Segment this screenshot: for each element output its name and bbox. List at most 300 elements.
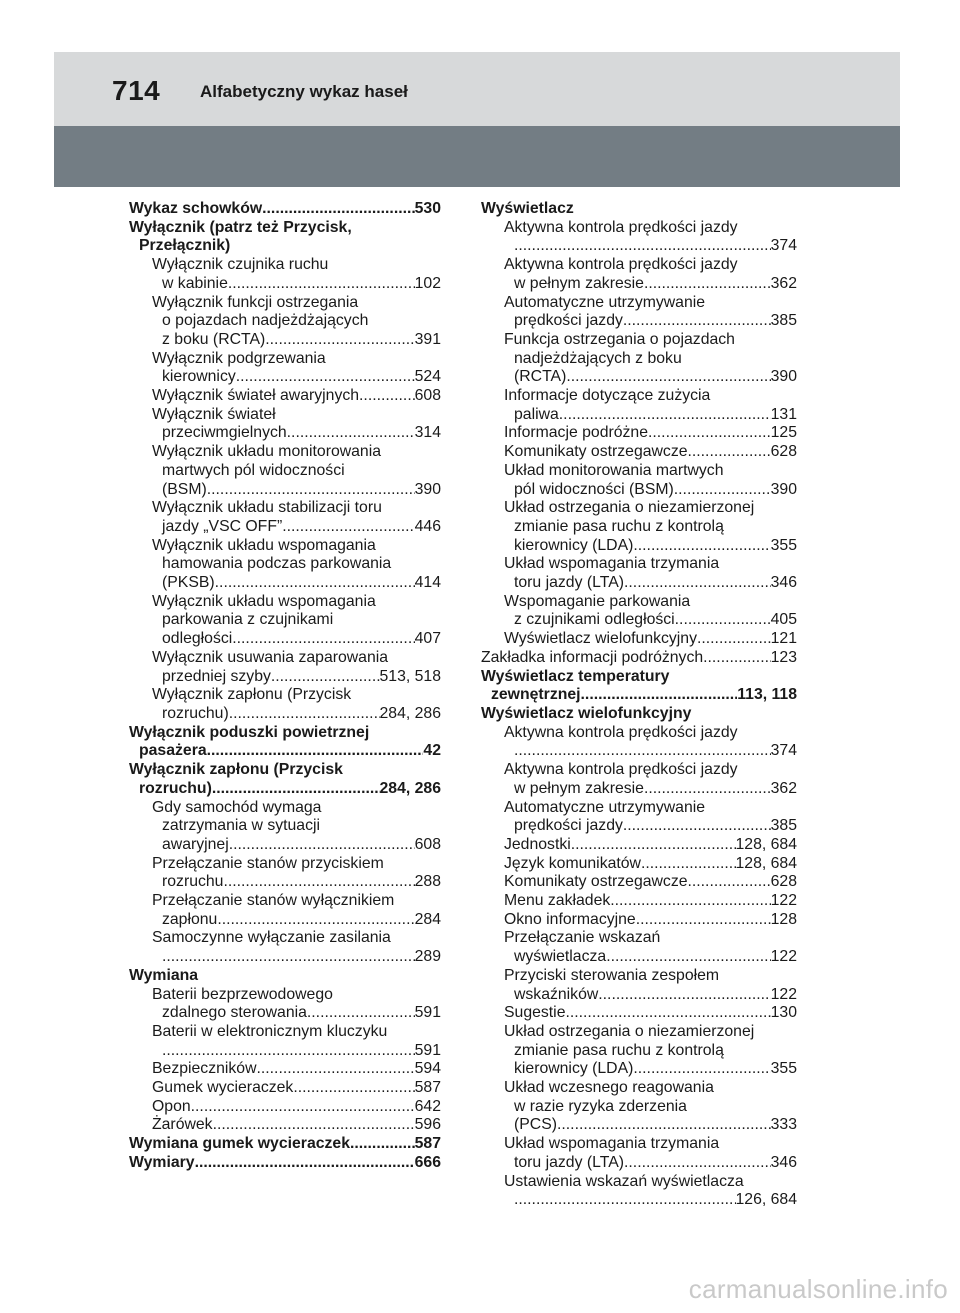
index-entry bbox=[481, 649, 797, 668]
index-entry-text: Układ wspomagania trzymania bbox=[504, 1135, 720, 1153]
index-entry-text: Menu zakładek bbox=[504, 892, 611, 910]
index-entry bbox=[481, 499, 797, 555]
index-entry-text: Wyłącznik układu wspomagania bbox=[152, 536, 376, 554]
index-entry bbox=[129, 799, 441, 855]
index-entry bbox=[481, 705, 797, 724]
page-reference: 385 bbox=[770, 817, 797, 835]
index-entry-leader-row bbox=[152, 705, 441, 724]
index-entry-text: Wyłącznik podgrzewania bbox=[152, 349, 326, 367]
index-entry-leader-row bbox=[152, 368, 441, 387]
index-entry-text: kierownicy bbox=[162, 368, 236, 386]
index-entry-leader-row bbox=[504, 1116, 797, 1135]
index-entry-leader-row bbox=[152, 1098, 441, 1117]
index-entry bbox=[129, 1098, 441, 1117]
page-reference: 122 bbox=[770, 892, 797, 910]
dot-leader bbox=[636, 911, 771, 930]
page-reference: 314 bbox=[414, 424, 441, 442]
index-entry-text: Samoczynne wyłączanie zasilania bbox=[152, 929, 391, 947]
index-entry bbox=[129, 1116, 441, 1135]
page-reference: 374 bbox=[770, 237, 797, 255]
index-entry-text: Wyświetlacz wielofunkcyjny bbox=[481, 704, 692, 722]
page-reference: 530 bbox=[414, 200, 441, 217]
index-entry-text: wskaźników bbox=[514, 985, 599, 1003]
index-entry-leader-row bbox=[504, 948, 797, 967]
index-entry bbox=[129, 443, 441, 499]
index-entry-text: Układ wczesnego reagowania bbox=[504, 1079, 714, 1097]
dot-leader bbox=[514, 742, 771, 761]
index-entry-text: Wykaz schowków bbox=[129, 200, 263, 217]
index-entry-text: rozruchu) bbox=[162, 704, 229, 722]
page-reference: 355 bbox=[770, 1060, 797, 1078]
index-entry bbox=[129, 219, 441, 256]
index-entry bbox=[129, 1079, 441, 1098]
page-reference: 587 bbox=[414, 1135, 441, 1153]
dot-leader bbox=[514, 1191, 736, 1210]
index-entry-text: przeciwmgielnych bbox=[162, 424, 287, 442]
page-reference: 390 bbox=[770, 368, 797, 386]
page-reference: 587 bbox=[414, 1079, 441, 1097]
dot-leader bbox=[610, 892, 770, 911]
index-entry-text: Układ monitorowania martwych bbox=[504, 461, 724, 479]
page-reference: 333 bbox=[770, 1116, 797, 1134]
page-reference: 288 bbox=[414, 873, 441, 891]
index-entry-text: toru jazdy (LTA) bbox=[514, 574, 625, 592]
index-entry-text: o pojazdach nadjeżdżających bbox=[162, 312, 369, 330]
dot-leader bbox=[162, 1042, 415, 1061]
dot-leader bbox=[282, 518, 414, 537]
index-entry-text: Okno informacyjne bbox=[504, 910, 636, 928]
index-entry-text: Wyłącznik świateł awaryjnych bbox=[152, 387, 360, 405]
index-entry-text: Przełącznik) bbox=[139, 237, 231, 255]
index-entry-text: pól widoczności (BSM) bbox=[514, 480, 674, 498]
dot-leader bbox=[229, 705, 380, 724]
index-entry-text: Układ ostrzegania o niezamierzonej bbox=[504, 1022, 755, 1040]
dot-leader bbox=[606, 948, 770, 967]
index-entry-text: Przyciski sterowania zespołem bbox=[504, 966, 720, 984]
index-entry-text: paliwa bbox=[514, 405, 559, 423]
index-entry-leader-row bbox=[504, 986, 797, 1005]
page-reference: 596 bbox=[414, 1116, 441, 1134]
index-entry-leader-row bbox=[504, 1154, 797, 1173]
index-entry-text: Wyłącznik układu stabilizacji toru bbox=[152, 499, 382, 517]
index-entry bbox=[481, 462, 797, 499]
page-reference: 102 bbox=[414, 274, 441, 292]
page-reference: 666 bbox=[414, 1153, 441, 1171]
index-entry-leader-row bbox=[504, 1004, 797, 1023]
page-reference: 374 bbox=[770, 742, 797, 760]
index-entry-text: Wymiana bbox=[129, 966, 199, 984]
page-reference: 125 bbox=[770, 424, 797, 442]
header-band bbox=[54, 126, 900, 187]
index-entry-leader-row bbox=[152, 331, 441, 350]
header-bar bbox=[54, 52, 900, 126]
dot-leader bbox=[688, 443, 771, 462]
page-reference: 123 bbox=[770, 648, 797, 666]
dot-leader bbox=[213, 1116, 415, 1135]
dot-leader bbox=[265, 331, 414, 350]
index-entry-text: przedniej szyby bbox=[162, 667, 271, 685]
index-entry-text: hamowania podczas parkowania bbox=[162, 555, 392, 573]
index-entry-leader-row bbox=[504, 1060, 797, 1079]
page-reference: 346 bbox=[770, 574, 797, 592]
index-entry-text: Gdy samochód wymaga bbox=[152, 798, 322, 816]
index-entry-text: Bezpieczników bbox=[152, 1060, 257, 1078]
index-entry-leader-row bbox=[504, 537, 797, 556]
dot-leader bbox=[697, 630, 771, 649]
page-reference: 385 bbox=[770, 312, 797, 330]
index-entry-leader-row bbox=[129, 742, 441, 761]
index-entry-leader-row bbox=[504, 424, 797, 443]
index-entry bbox=[129, 350, 441, 387]
index-entry bbox=[129, 499, 441, 536]
index-entry bbox=[481, 593, 797, 630]
index-entry-text: Komunikaty ostrzegawcze bbox=[504, 443, 688, 461]
index-entry-text: Wyświetlacz bbox=[481, 200, 574, 217]
index-entry bbox=[129, 256, 441, 293]
index-entry-text: toru jazdy (LTA) bbox=[514, 1153, 625, 1171]
page-reference: 414 bbox=[414, 574, 441, 592]
index-entry-text: pasażera bbox=[139, 742, 207, 760]
index-entry-text: Zakładka informacji podróżnych bbox=[481, 648, 704, 666]
index-entry bbox=[129, 929, 441, 966]
index-entry-leader-row bbox=[129, 200, 441, 219]
index-entry-text: kierownicy (LDA) bbox=[514, 1060, 634, 1078]
index-entry-text: z czujnikami odległości bbox=[514, 611, 675, 629]
dot-leader bbox=[624, 574, 771, 593]
dot-leader bbox=[307, 1004, 415, 1023]
index-entry bbox=[129, 892, 441, 929]
index-entry-leader-row bbox=[481, 649, 797, 668]
dot-leader bbox=[566, 368, 770, 387]
dot-leader bbox=[215, 574, 415, 593]
index-entry bbox=[129, 200, 441, 219]
index-entry-text: odległości bbox=[162, 630, 233, 648]
page-reference: 289 bbox=[414, 948, 441, 966]
index-entry-text: Opon bbox=[152, 1097, 191, 1115]
index-entry-text: Układ ostrzegania o niezamierzonej bbox=[504, 499, 755, 517]
index-entry-text: (PCS) bbox=[514, 1116, 558, 1134]
page-reference: 628 bbox=[770, 873, 797, 891]
dot-leader bbox=[162, 948, 415, 967]
dot-leader bbox=[633, 1060, 770, 1079]
index-entry-leader-row bbox=[129, 1135, 441, 1154]
index-entry-leader-row bbox=[152, 1079, 441, 1098]
index-entry-text: Gumek wycieraczek bbox=[152, 1079, 294, 1097]
index-entry-text: Wyłącznik czujnika ruchu bbox=[152, 256, 329, 274]
index-entry-text: Wyłącznik (patrz też Przycisk, bbox=[129, 218, 352, 236]
index-entry-leader-row bbox=[152, 1004, 441, 1023]
index-entry-text: Baterii w elektronicznym kluczyku bbox=[152, 1022, 388, 1040]
page-reference: 131 bbox=[770, 405, 797, 423]
index-entry-text: martwych pól widoczności bbox=[162, 461, 345, 479]
index-entry-leader-row bbox=[504, 836, 797, 855]
index-entry-leader-row bbox=[129, 1154, 441, 1173]
index-entry-leader-row bbox=[152, 1116, 441, 1135]
index-entry-text: (PKSB) bbox=[162, 574, 215, 592]
index-entry-leader-row bbox=[152, 387, 441, 406]
index-entry-leader-row bbox=[152, 668, 441, 687]
page-reference: 407 bbox=[414, 630, 441, 648]
index-entry bbox=[129, 537, 441, 593]
index-entry-text: Komunikaty ostrzegawcze bbox=[504, 873, 688, 891]
dot-leader bbox=[644, 780, 771, 799]
dot-leader bbox=[557, 1116, 771, 1135]
dot-leader bbox=[287, 424, 415, 443]
index-entry bbox=[481, 630, 797, 649]
index-entry bbox=[481, 836, 797, 855]
index-entry bbox=[129, 649, 441, 686]
index-entry-leader-row bbox=[504, 611, 797, 630]
dot-leader bbox=[623, 817, 771, 836]
index-entry-text: jazdy „VSC OFF” bbox=[162, 517, 283, 535]
index-entry-text: Sugestie bbox=[504, 1004, 566, 1022]
index-entry-text: rozruchu bbox=[162, 873, 224, 891]
index-entry-text: Przełączanie stanów przyciskiem bbox=[152, 854, 384, 872]
index-entry bbox=[481, 929, 797, 966]
index-entry-text: zewnętrznej bbox=[491, 686, 581, 704]
dot-leader bbox=[271, 668, 380, 687]
index-entry bbox=[481, 294, 797, 331]
index-entry-text: Automatyczne utrzymywanie bbox=[504, 798, 706, 816]
index-entry-leader-row bbox=[504, 742, 797, 761]
page-reference: 113, 118 bbox=[737, 686, 797, 704]
index-entry-leader-row bbox=[152, 1060, 441, 1079]
index-entry bbox=[129, 967, 441, 986]
dot-leader bbox=[571, 836, 736, 855]
index-entry-text: Informacje podróżne bbox=[504, 424, 649, 442]
dot-leader bbox=[207, 742, 424, 761]
index-entry-text: awaryjnej bbox=[162, 835, 229, 853]
page-reference: 284, 286 bbox=[379, 779, 441, 797]
index-entry-text: Wymiary bbox=[129, 1153, 195, 1171]
page-reference: 284, 286 bbox=[379, 704, 441, 722]
index-entry-text: (RCTA) bbox=[514, 368, 567, 386]
index-entry bbox=[481, 200, 797, 219]
page-reference: 346 bbox=[770, 1153, 797, 1171]
page-reference: 446 bbox=[414, 517, 441, 535]
page-reference: 355 bbox=[770, 536, 797, 554]
index-entry-text: Wyłącznik układu monitorowania bbox=[152, 443, 382, 461]
index-entry-text: zapłonu bbox=[162, 910, 218, 928]
index-entry-text: Funkcja ostrzegania o pojazdach bbox=[504, 330, 735, 348]
index-entry-leader-row bbox=[481, 686, 797, 705]
index-entry bbox=[129, 986, 441, 1023]
dot-leader bbox=[212, 780, 380, 799]
index-entry bbox=[129, 761, 441, 798]
index-entry-leader-row bbox=[504, 911, 797, 930]
section-title: Alfabetyczny wykaz haseł bbox=[200, 82, 408, 101]
index-entry-text: w razie ryzyka zderzenia bbox=[514, 1097, 687, 1115]
index-entry-text: Wyłącznik funkcji ostrzegania bbox=[152, 293, 359, 311]
index-entry-text: Aktywna kontrola prędkości jazdy bbox=[504, 256, 738, 274]
index-entry-leader-row bbox=[152, 518, 441, 537]
dot-leader bbox=[229, 836, 415, 855]
page-reference: 128 bbox=[770, 910, 797, 928]
page-reference: 122 bbox=[770, 948, 797, 966]
index-column-right bbox=[481, 200, 797, 1210]
index-entry bbox=[481, 219, 797, 256]
page-reference: 524 bbox=[414, 368, 441, 386]
page-reference: 642 bbox=[414, 1097, 441, 1115]
page-reference: 126, 684 bbox=[735, 1191, 797, 1209]
index-entry-text: prędkości jazdy bbox=[514, 312, 623, 330]
index-entry-text: zdalnego sterowania bbox=[162, 1004, 307, 1022]
index-entry bbox=[129, 855, 441, 892]
index-entry bbox=[481, 331, 797, 387]
index-entry bbox=[481, 555, 797, 592]
dot-leader bbox=[514, 237, 771, 256]
index-entry-text: zatrzymania w sytuacji bbox=[162, 817, 321, 835]
page-reference: 391 bbox=[414, 330, 441, 348]
index-entry-text: Wspomaganie parkowania bbox=[504, 592, 691, 610]
dot-leader bbox=[293, 1079, 414, 1098]
index-entry bbox=[129, 406, 441, 443]
dot-leader bbox=[703, 649, 771, 668]
index-entry-text: Wyświetlacz wielofunkcyjny bbox=[504, 630, 697, 648]
index-entry-leader-row bbox=[504, 368, 797, 387]
page-reference: 628 bbox=[770, 443, 797, 461]
index-entry-text: zmianie pasa ruchu z kontrolą bbox=[514, 517, 724, 535]
dot-leader bbox=[217, 911, 414, 930]
dot-leader bbox=[641, 855, 736, 874]
index-entry bbox=[129, 593, 441, 649]
index-entry-text: Baterii bezprzewodowego bbox=[152, 985, 333, 1003]
index-entry-text: w pełnym zakresie bbox=[514, 274, 644, 292]
index-entry-leader-row bbox=[504, 630, 797, 649]
index-entry-leader-row bbox=[152, 275, 441, 294]
dot-leader bbox=[674, 481, 771, 500]
page-reference: 608 bbox=[414, 387, 441, 405]
index-entry bbox=[481, 911, 797, 930]
dot-leader bbox=[623, 312, 771, 331]
index-entry-text: nadjeżdżających z boku bbox=[514, 349, 682, 367]
index-entry-text: Ustawienia wskazań wyświetlacza bbox=[504, 1172, 744, 1190]
index-entry-leader-row bbox=[152, 481, 441, 500]
index-entry-text: Wyłącznik poduszki powietrznej bbox=[129, 723, 370, 741]
index-entry bbox=[481, 1023, 797, 1079]
index-entry bbox=[481, 892, 797, 911]
index-entry-text: Wyświetlacz temperatury bbox=[481, 667, 670, 685]
dot-leader bbox=[688, 873, 771, 892]
index-entry bbox=[481, 1079, 797, 1135]
index-entry-leader-row bbox=[504, 855, 797, 874]
dot-leader bbox=[359, 387, 415, 406]
index-entry-leader-row bbox=[152, 948, 441, 967]
index-entry-text: Przełączanie wskazań bbox=[504, 929, 661, 947]
dot-leader bbox=[644, 275, 771, 294]
dot-leader bbox=[236, 368, 415, 387]
index-entry-text: Wyłącznik usuwania zaparowania bbox=[152, 648, 389, 666]
page-reference: 130 bbox=[770, 1004, 797, 1022]
index-entry-text: Aktywna kontrola prędkości jazdy bbox=[504, 218, 738, 236]
page-reference: 122 bbox=[770, 985, 797, 1003]
index-entry-text: Wyłącznik świateł bbox=[152, 405, 276, 423]
page-reference: 390 bbox=[414, 480, 441, 498]
index-entry-leader-row bbox=[504, 873, 797, 892]
page-reference: 362 bbox=[770, 274, 797, 292]
index-entry bbox=[481, 424, 797, 443]
index-entry-text: Język komunikatów bbox=[504, 854, 641, 872]
dot-leader bbox=[565, 1004, 770, 1023]
dot-leader bbox=[675, 611, 771, 630]
index-entry-text: Wyłącznik zapłonu (Przycisk bbox=[129, 761, 343, 779]
index-entry bbox=[129, 294, 441, 350]
index-entry bbox=[481, 873, 797, 892]
index-entry bbox=[481, 799, 797, 836]
index-entry-text: parkowania z czujnikami bbox=[162, 611, 334, 629]
page-reference: 128, 684 bbox=[735, 854, 797, 872]
dot-leader bbox=[598, 986, 770, 1005]
index-entry bbox=[481, 256, 797, 293]
page-reference: 42 bbox=[423, 742, 441, 760]
index-entry-text: w kabinie bbox=[162, 274, 228, 292]
page-reference: 390 bbox=[770, 480, 797, 498]
dot-leader bbox=[633, 537, 770, 556]
index-entry-text: Aktywna kontrola prędkości jazdy bbox=[504, 761, 738, 779]
index-entry-text: prędkości jazdy bbox=[514, 817, 623, 835]
dot-leader bbox=[191, 1098, 415, 1117]
index-entry bbox=[481, 1004, 797, 1023]
dot-leader bbox=[581, 686, 738, 705]
page-reference: 405 bbox=[770, 611, 797, 629]
dot-leader bbox=[207, 481, 415, 500]
index-entry-text: Wymiana gumek wycieraczek bbox=[129, 1135, 350, 1153]
index-entry-leader-row bbox=[129, 780, 441, 799]
dot-leader bbox=[262, 200, 414, 219]
index-entry-text: Automatyczne utrzymywanie bbox=[504, 293, 706, 311]
index-entry bbox=[129, 686, 441, 723]
page-reference: 513, 518 bbox=[379, 667, 441, 685]
index-entry-leader-row bbox=[504, 780, 797, 799]
index-entry-text: Informacje dotyczące zużycia bbox=[504, 387, 711, 405]
page-reference: 121 bbox=[770, 630, 797, 648]
dot-leader bbox=[648, 424, 771, 443]
page-reference: 608 bbox=[414, 835, 441, 853]
index-entry-leader-row bbox=[152, 424, 441, 443]
index-entry bbox=[481, 724, 797, 761]
dot-leader bbox=[624, 1154, 771, 1173]
index-entry-text: z boku (RCTA) bbox=[162, 330, 266, 348]
index-entry bbox=[129, 1023, 441, 1060]
dot-leader bbox=[257, 1060, 415, 1079]
index-entry-leader-row bbox=[152, 574, 441, 593]
page-reference: 591 bbox=[414, 1041, 441, 1059]
index-entry-leader-row bbox=[152, 911, 441, 930]
page-reference: 362 bbox=[770, 779, 797, 797]
index-entry bbox=[129, 387, 441, 406]
page-reference: 594 bbox=[414, 1060, 441, 1078]
index-entry-leader-row bbox=[504, 1191, 797, 1210]
page-reference: 128, 684 bbox=[735, 835, 797, 853]
index-entry-text: Wyłącznik układu wspomagania bbox=[152, 592, 376, 610]
index-entry-leader-row bbox=[504, 481, 797, 500]
page-number: 714 bbox=[112, 75, 161, 106]
dot-leader bbox=[559, 406, 771, 425]
index-entry bbox=[481, 387, 797, 424]
index-entry-leader-row bbox=[504, 237, 797, 256]
index-entry bbox=[481, 1135, 797, 1172]
index-entry-leader-row bbox=[504, 406, 797, 425]
dot-leader bbox=[223, 873, 414, 892]
index-entry-text: Wyłącznik zapłonu (Przycisk bbox=[152, 686, 352, 704]
dot-leader bbox=[228, 275, 415, 294]
index-entry bbox=[481, 443, 797, 462]
dot-leader bbox=[232, 630, 414, 649]
index-entry bbox=[481, 855, 797, 874]
index-entry-text: Przełączanie stanów wyłącznikiem bbox=[152, 892, 395, 910]
index-entry bbox=[129, 1060, 441, 1079]
index-entry-text: Żarówek bbox=[152, 1116, 213, 1134]
